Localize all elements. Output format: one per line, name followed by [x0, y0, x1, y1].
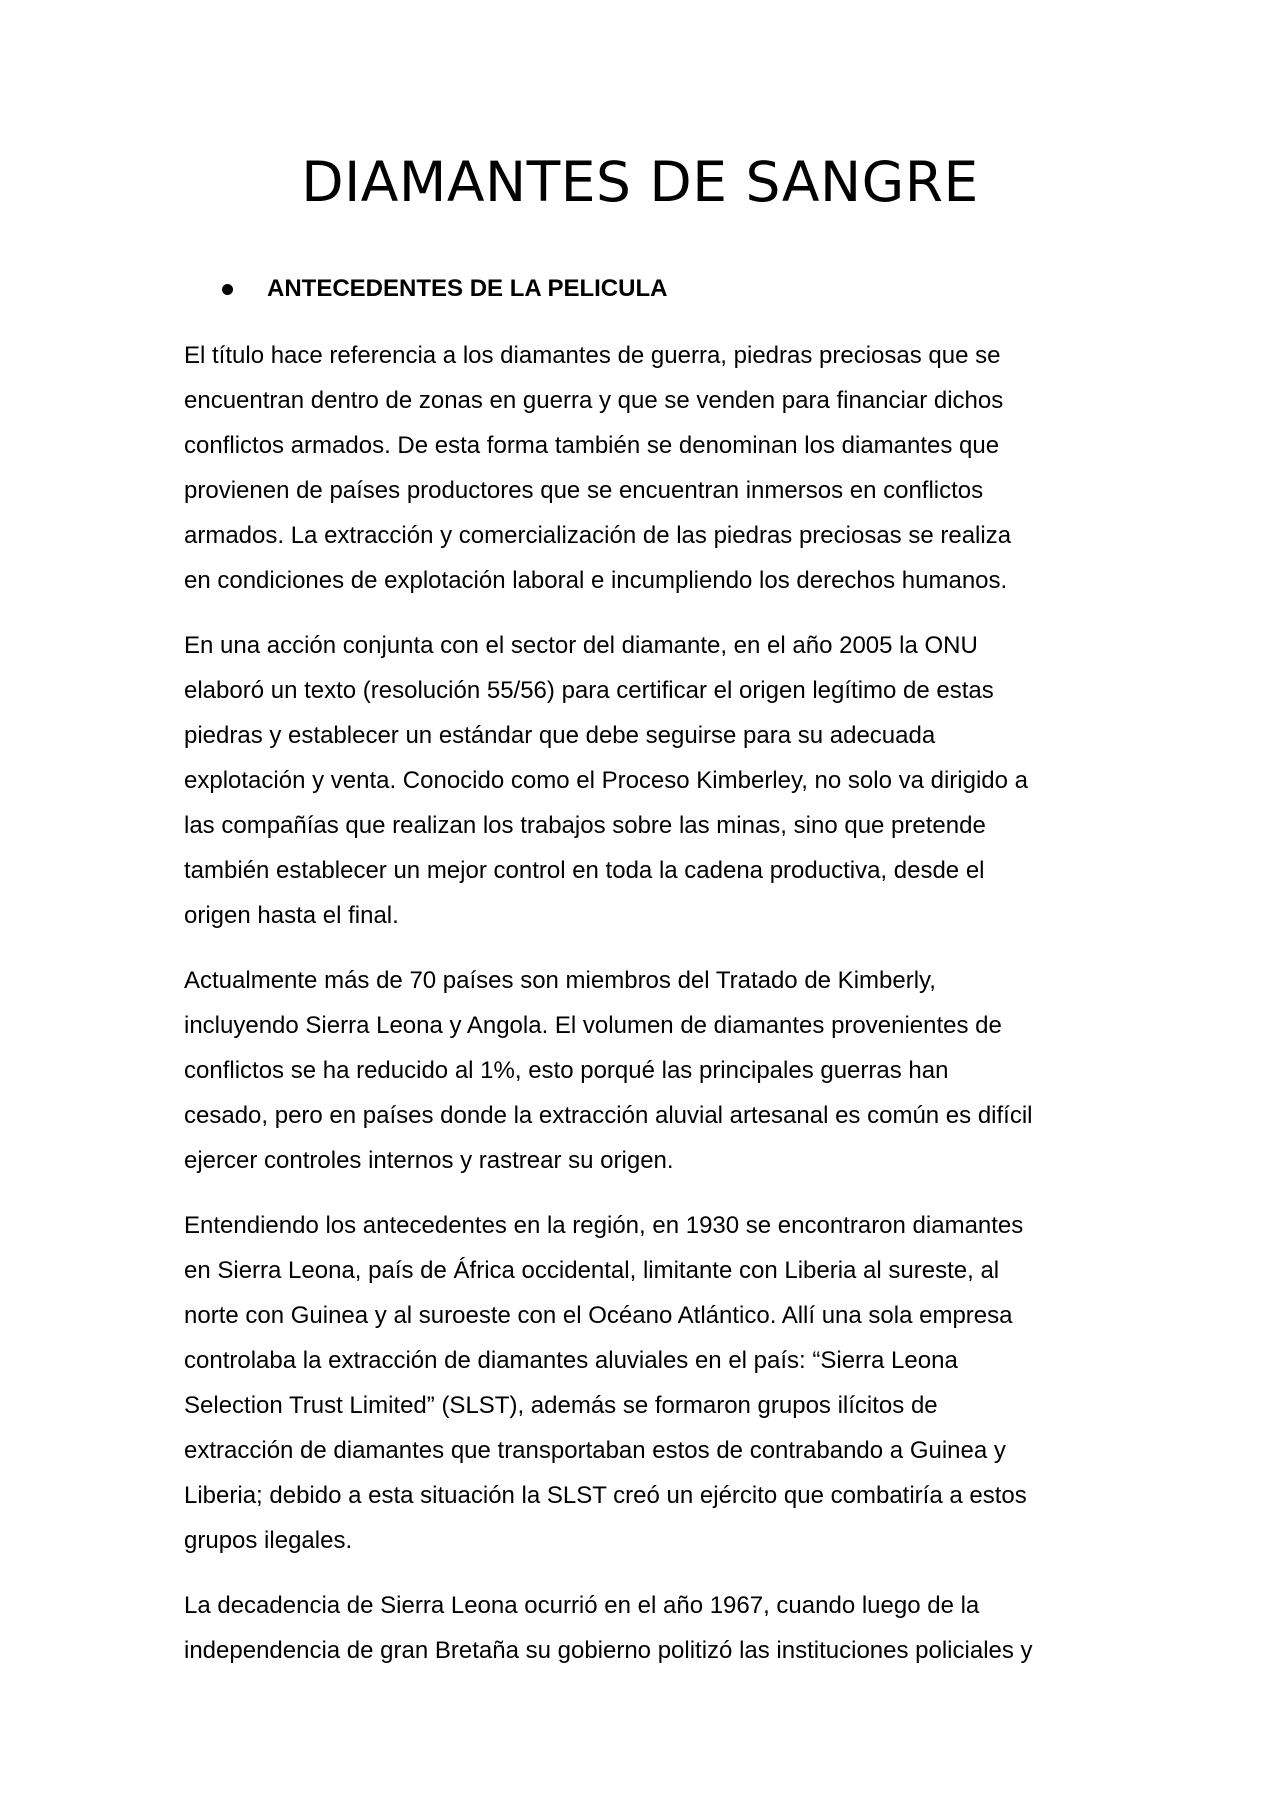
paragraph: Actualmente más de 70 países son miembros del Tratado de Kimberly, incluyendo Sierra Leona y Angola. El volumen de diamantes provenientes de conflictos se ha reducido al 1%, esto porqué las principales guerras han cesado, pero en países donde la extracción aluvial artesanal es común es difícil ejercer controles internos y rastrear su origen.: [184, 967, 1033, 1174]
paragraph: La decadencia de Sierra Leona ocurrió en el año 1967, cuando luego de la independencia de gran Bretaña su gobierno politizó las instituciones policiales y: [184, 1592, 1033, 1664]
section-heading: ANTECEDENTES DE LA PELICULA: [267, 275, 668, 302]
paragraph: Entendiendo los antecedentes en la región, en 1930 se encontraron diamantes en Sierra Leona, país de África occidental, limitante con Liberia al sureste, al norte con Guinea y al suroeste con el Océano Atlántico. Allí una sola empresa controlaba la extracción de diamantes aluviales en el país: “Sierra Leona Selection Trust Limited” (SLST), además se formaron grupos ilícitos de extracción de diamantes que transportaban estos de contrabando a Guinea y Liberia; debido a esta situación la SLST creó un ejército que combatiría a estos grupos ilegales.: [184, 1212, 1027, 1554]
section-heading-bullet: [222, 274, 667, 304]
page-title: DIAMANTES DE SANGRE: [301, 150, 979, 214]
bullet-icon: [222, 284, 233, 295]
paragraph: El título hace referencia a los diamantes de guerra, piedras preciosas que se encuentran dentro de zonas en guerra y que se venden para financiar dichos conflictos armados. De esta forma también se denominan los diamantes que provienen de países productores que se encuentran inmersos en conflictos armados. La extracción y comercialización de las piedras preciosas se realiza en condiciones de explotación laboral e incumpliendo los derechos humanos.: [184, 342, 1012, 594]
paragraph: En una acción conjunta con el sector del diamante, en el año 2005 la ONU elaboró un texto (resolución 55/56) para certificar el origen legítimo de estas piedras y establecer un estándar que debe seguirse para su adecuada explotación y venta. Conocido como el Proceso Kimberley, no solo va dirigido a las compañías que realizan los trabajos sobre las minas, sino que pretende también establecer un mejor control en toda la cadena productiva, desde el origen hasta el final.: [184, 632, 1029, 929]
document-body: [184, 333, 1114, 1693]
